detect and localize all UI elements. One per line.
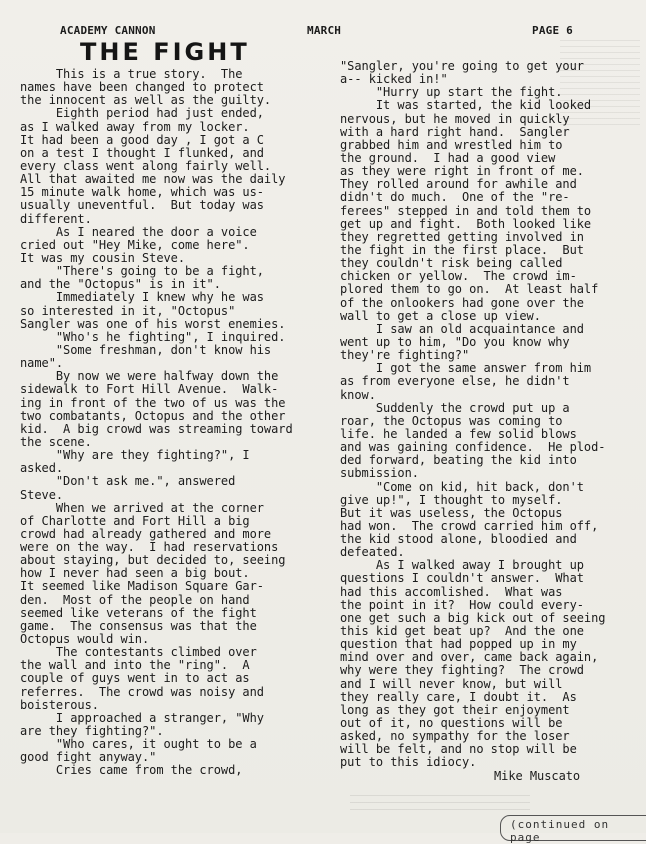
article-column-left	[20, 68, 326, 778]
article-line: give up!", I thought to myself.	[340, 492, 563, 507]
article-line: so interested in it, "Octopus"	[20, 303, 236, 318]
article-line: referres. The crowd was noisy and	[20, 684, 264, 699]
article-column-right	[340, 60, 640, 783]
article-line: the wall and into the "ring". A	[20, 658, 250, 673]
article-line: are they fighting?".	[20, 724, 164, 739]
article-line: questions I couldn't answer. What	[340, 571, 584, 586]
article-line: "Sangler, you're going to get your	[340, 59, 584, 73]
article-line: submission.	[340, 466, 419, 481]
article-line: know.	[340, 387, 376, 402]
article-line: question that had popped up in my	[340, 637, 577, 652]
article-line: grabbed him and wrestled him to	[340, 137, 563, 152]
article-line: It was started, the kid looked	[340, 98, 592, 113]
author-signature: Mike Muscato	[494, 768, 581, 783]
article-line: Eighth period had just ended,	[20, 106, 264, 121]
article-line: But it was useless, the Octopus	[340, 505, 563, 520]
article-line: were on the way. I had reservations	[20, 540, 279, 555]
article-line: as I walked away from my locker.	[20, 119, 250, 134]
article-line: will be felt, and no stop will be	[340, 742, 577, 757]
article-line: I approached a stranger, "Why	[20, 710, 264, 725]
article-line: It seemed like Madison Square Gar-	[20, 579, 264, 594]
article-line: They rolled around for awhile and	[340, 177, 577, 192]
article-line: the point in it? How could every-	[340, 597, 584, 612]
article-line: 15 minute walk home, which was us-	[20, 185, 264, 200]
article-line: It was my cousin Steve.	[20, 250, 186, 265]
article-line: defeated.	[340, 545, 405, 560]
article-line: and was gaining confidence. He plod-	[340, 440, 606, 455]
article-line: ded forward, beating the kid into	[340, 453, 577, 468]
article-line: I saw an old acquaintance and	[340, 321, 584, 336]
article-line: sidewalk to Fort Hill Avenue. Walk-	[20, 382, 279, 397]
article-line: the innocent as well as the guilty.	[20, 93, 272, 108]
article-line: It had been a good day , I got a C	[20, 132, 264, 147]
article-line: cried out "Hey Mike, come here".	[20, 237, 250, 252]
article-line: plored them to go on. At least half	[340, 282, 599, 297]
article-line: get up and fight. Both looked like	[340, 216, 592, 231]
article-line: All that awaited me now was the daily	[20, 172, 286, 187]
article-line: When we arrived at the corner	[20, 500, 264, 515]
publication-name: ACADEMY CANNON	[60, 24, 156, 37]
article-line: name".	[20, 356, 64, 371]
article-line: I got the same answer from him	[340, 361, 592, 376]
article-line: different.	[20, 211, 92, 226]
article-line: By now we were halfway down the	[20, 369, 279, 384]
article-line: ferees" stepped in and told them to	[340, 203, 592, 218]
article-line: Suddenly the crowd put up a	[340, 400, 570, 415]
article-line: ing in front of the two of us was the	[20, 395, 286, 410]
article-line: "Don't ask me.", answered	[20, 474, 236, 489]
article-line: crowd had already gathered and more	[20, 526, 272, 541]
article-line: asked, no sympathy for the loser	[340, 729, 570, 744]
article-line: chicken or yellow. The crowd im-	[340, 269, 577, 284]
article-line: Immediately I knew why he was	[20, 290, 264, 305]
show-through-text	[350, 795, 530, 815]
article-line: a-- kicked in!"	[340, 72, 448, 87]
continued-note: (continued on page	[510, 818, 610, 844]
article-line: mind over and over, came back again,	[340, 650, 599, 665]
article-line: life. he landed a few solid blows	[340, 426, 577, 441]
article-line: wall to get a close up view.	[340, 308, 541, 323]
article-line: had this accomlished. What was	[340, 584, 563, 599]
article-line: This is a true story. The	[20, 67, 243, 81]
article-line: Steve.	[20, 487, 64, 502]
article-line: the ground. I had a good view	[340, 150, 556, 165]
article-line: "Come on kid, hit back, don't	[340, 479, 584, 494]
article-line: the scene.	[20, 434, 92, 449]
article-line: seemed like veterans of the fight	[20, 605, 257, 620]
article-line: they couldn't risk being called	[340, 256, 563, 271]
article-line: the kid stood alone, bloodied and	[340, 532, 577, 547]
article-line: and the "Octopus" is in it".	[20, 277, 221, 292]
article-line: on a test I thought I flunked, and	[20, 145, 264, 160]
article-line: of the onlookers had gone over the	[340, 295, 584, 310]
article-line: put to this idiocy.	[340, 755, 477, 770]
article-line: Cries came from the crowd,	[20, 763, 243, 778]
article-line: boisterous.	[20, 697, 99, 712]
article-line: "There's going to be a fight,	[20, 264, 264, 279]
article-line: every class went along fairly well.	[20, 158, 272, 173]
article-line: they regretted getting involved in	[340, 229, 584, 244]
article-line: nervous, but he moved in quickly	[340, 111, 570, 126]
article-line: as from everyone else, he didn't	[340, 374, 570, 389]
article-line: long as they got their enjoyment	[340, 702, 570, 717]
article-line: couple of guys went in to act as	[20, 671, 250, 686]
article-line: game. The consensus was that the	[20, 618, 257, 633]
article-line: how I never had seen a big bout.	[20, 566, 250, 581]
article-line: one get such a big kick out of seeing	[340, 610, 606, 625]
article-line: As I neared the door a voice	[20, 224, 257, 239]
article-title: THE FIGHT	[80, 38, 250, 66]
article-line: "Hurry up start the fight.	[340, 85, 563, 100]
page-number: PAGE 6	[532, 24, 573, 37]
article-line: out of it, no questions will be	[340, 716, 563, 731]
article-line: two combatants, Octopus and the other	[20, 408, 286, 423]
article-line: of Charlotte and Fort Hill a big	[20, 513, 250, 528]
article-line: they really care, I doubt it. As	[340, 689, 577, 704]
article-line: with a hard right hand. Sangler	[340, 124, 570, 139]
article-line: didn't do much. One of the "re-	[340, 190, 570, 205]
article-line: names have been changed to protect	[20, 80, 264, 95]
article-line: kid. A big crowd was streaming toward	[20, 421, 293, 436]
article-line: "Why are they fighting?", I	[20, 448, 250, 463]
article-line: asked.	[20, 461, 64, 476]
article-line: The contestants climbed over	[20, 645, 257, 660]
article-line: "Who cares, it ought to be a	[20, 737, 257, 752]
article-line: and I will never know, but will	[340, 676, 563, 691]
article-line: the fight in the first place. But	[340, 242, 584, 257]
article-line: "Some freshman, don't know his	[20, 342, 272, 357]
article-line: As I walked away I brought up	[340, 558, 584, 573]
article-line: as they were right in front of me.	[340, 164, 584, 179]
article-line: this kid get beat up? And the one	[340, 624, 584, 639]
article-line: den. Most of the people on hand	[20, 592, 250, 607]
article-line: Octopus would win.	[20, 632, 150, 647]
article-line: Sangler was one of his worst enemies.	[20, 316, 286, 331]
issue-month: MARCH	[307, 24, 342, 37]
article-line: had won. The crowd carried him off,	[340, 518, 599, 533]
article-line: went up to him, "Do you know why	[340, 334, 570, 349]
article-line: about staying, but decided to, seeing	[20, 553, 286, 568]
article-line: "Who's he fighting", I inquired.	[20, 329, 286, 344]
article-line: they're fighting?"	[340, 348, 470, 363]
article-line: roar, the Octopus was coming to	[340, 413, 563, 428]
article-line: usually uneventful. But today was	[20, 198, 264, 213]
article-line: why were they fighting? The crowd	[340, 663, 584, 678]
article-line: good fight anyway."	[20, 750, 157, 765]
